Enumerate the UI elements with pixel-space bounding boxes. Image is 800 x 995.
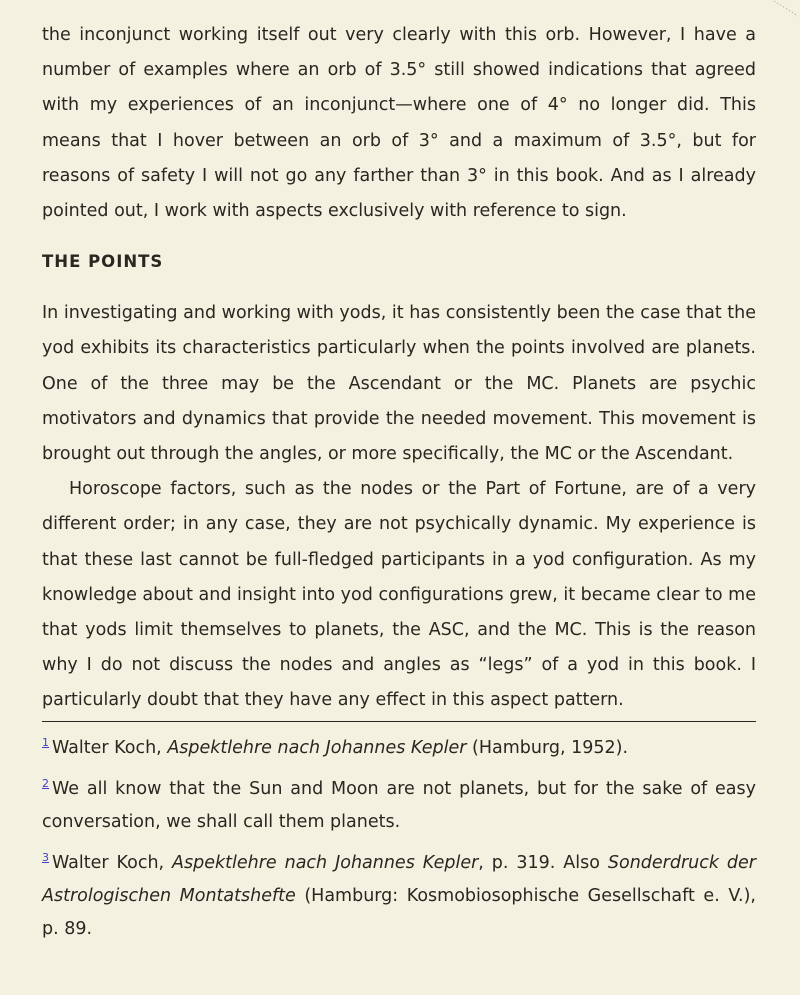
footnote-divider xyxy=(42,721,756,722)
footnote-text: Walter Koch, xyxy=(52,737,168,758)
footnote-title: Sonderdruck der Astrologischen Montatshefte xyxy=(42,852,756,906)
footnote-text: (Hamburg, 1952). xyxy=(466,737,629,758)
footnote-text: (Hamburg: Kosmobiosophische Gesellschaft e. V.), p. 89. xyxy=(42,885,756,939)
footnote-1 xyxy=(42,726,756,765)
footnote-link-3[interactable]: 3 xyxy=(42,850,49,864)
footnote-3 xyxy=(42,841,756,946)
footnotes xyxy=(42,726,756,946)
section-heading: THE POINTS xyxy=(42,252,164,272)
footnote-text: , p. 319. Also xyxy=(478,852,608,873)
body-paragraph: the inconjunct working itself out very clearly with this orb. However, I have a number of examples where an orb of 3.5° still showed indications that agreed with my experiences of an inconjunct—where one of 4° no longer did. This means that I hover between an orb of 3° and a maximum of 3.5°, but for reasons of safety I will not go any farther than 3° in this book. And as I already pointed out, I work with aspects exclusively with reference to sign. xyxy=(42,25,756,222)
body-paragraph: In investigating and working with yods, it has consistently been the case that the yod exhibits its characteristics particularly when the points involved are planets. One of the three may be the Ascendant or the MC. Planets are psychic motivators and dynamics that provide the needed movement. This movement is brought out through the angles, or more specifically, the MC or the Ascendant. xyxy=(42,303,756,465)
footnote-link-1[interactable]: 1 xyxy=(42,735,49,749)
book-page xyxy=(42,18,756,948)
footnote-title: Aspektlehre nach Johannes Kepler xyxy=(172,852,479,873)
footnote-link-2[interactable]: 2 xyxy=(42,776,49,790)
body-paragraph: Horoscope factors, such as the nodes or the Part of Fortune, are of a very different order; in any case, they are not psychically dynamic. My experience is that these last cannot be full-fledged participants in a yod configuration. As my knowledge about and insight into yod configurations grew, it became clear to me that yods limit themselves to planets, the ASC, and the MC. This is the reason why I do not discuss the nodes and angles as “legs” of a yod in this book. I particularly doubt that they have any effect in this aspect pattern. xyxy=(42,479,756,711)
page-corner-fold-icon xyxy=(772,0,800,18)
footnote-title: Aspektlehre nach Johannes Kepler xyxy=(167,737,467,758)
footnote-text: We all know that the Sun and Moon are not planets, but for the sake of easy conversation, we shall call them planets. xyxy=(42,778,756,832)
footnote-2 xyxy=(42,767,756,839)
footnote-text: Walter Koch, xyxy=(52,852,173,873)
